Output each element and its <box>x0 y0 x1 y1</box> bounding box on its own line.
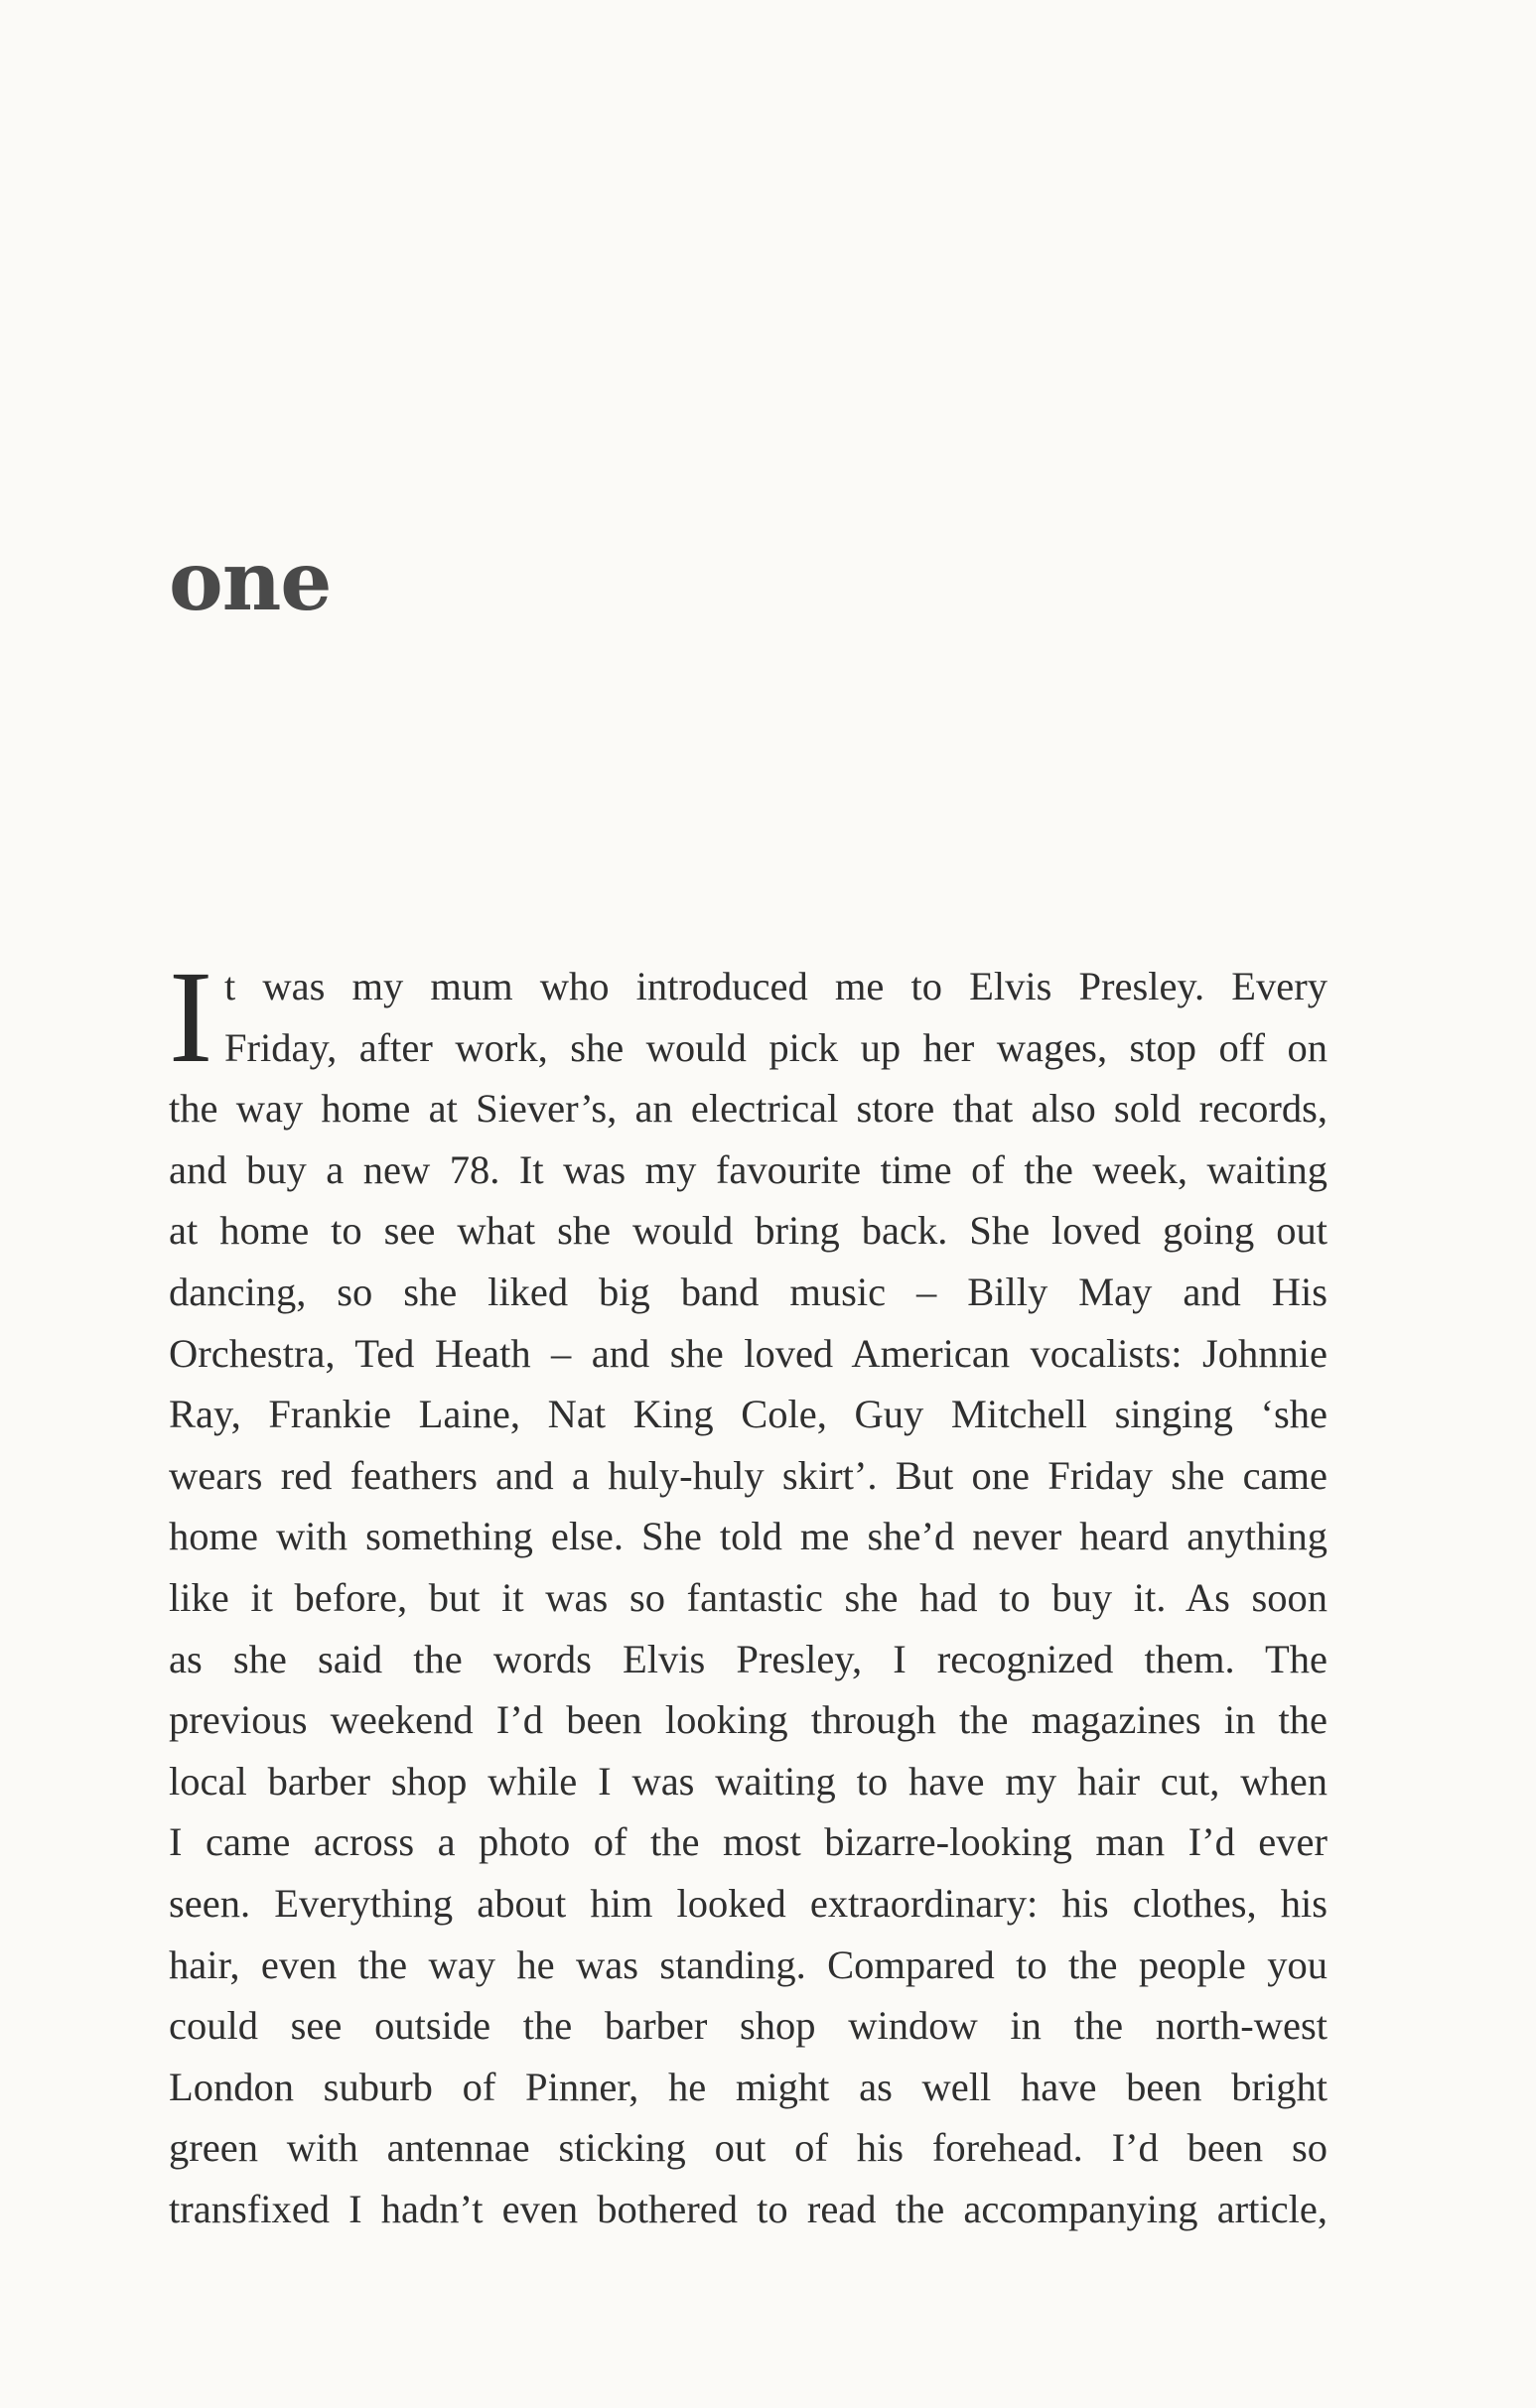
text-line: like it before, but it was so fantastic she had to buy it. As soon <box>169 1574 1327 1620</box>
body-paragraph <box>169 943 1327 2239</box>
text-line: the way home at Siever’s, an electrical store that also sold records, <box>169 1086 1327 1132</box>
text-line: could see outside the barber shop window in the north-west <box>169 2003 1327 2049</box>
text-line: I came across a photo of the most bizarre-looking man I’d ever <box>169 1819 1327 1865</box>
text-line: transfixed I hadn’t even bothered to read the accompanying article, <box>169 2186 1327 2231</box>
text-line: at home to see what she would bring back. She loved going out <box>169 1208 1327 1254</box>
text-line: green with antennae sticking out of his forehead. I’d been so <box>169 2125 1327 2171</box>
text-line: Ray, Frankie Laine, Nat King Cole, Guy Mitchell singing ‘she <box>169 1392 1327 1437</box>
text-line: Orchestra, Ted Heath – and she loved American vocalists: Johnnie <box>169 1330 1327 1376</box>
text-line: hair, even the way he was standing. Compared to the people you <box>169 1941 1327 1987</box>
chapter-heading: one <box>169 534 332 629</box>
text-line: local barber shop while I was waiting to have my hair cut, when <box>169 1758 1327 1804</box>
text-line: London suburb of Pinner, he might as well have been bright <box>169 2064 1327 2109</box>
drop-cap: I <box>169 943 213 1090</box>
text-line: home with something else. She told me she’d never heard anything <box>169 1514 1327 1559</box>
text-line: Friday, after work, she would pick up her wages, stop off on <box>224 1024 1327 1070</box>
text-line: dancing, so she liked big band music – Billy May and His <box>169 1269 1327 1314</box>
text-line: t was my mum who introduced me to Elvis Presley. Every <box>224 964 1327 1008</box>
text-line: previous weekend I’d been looking through the magazines in the <box>169 1697 1327 1743</box>
text-line: as she said the words Elvis Presley, I recognized them. The <box>169 1636 1327 1681</box>
text-line: wears red feathers and a huly-huly skirt’. But one Friday she came <box>169 1452 1327 1498</box>
text-line: and buy a new 78. It was my favourite time of the week, waiting <box>169 1146 1327 1192</box>
text-line: seen. Everything about him looked extraordinary: his clothes, his <box>169 1880 1327 1926</box>
